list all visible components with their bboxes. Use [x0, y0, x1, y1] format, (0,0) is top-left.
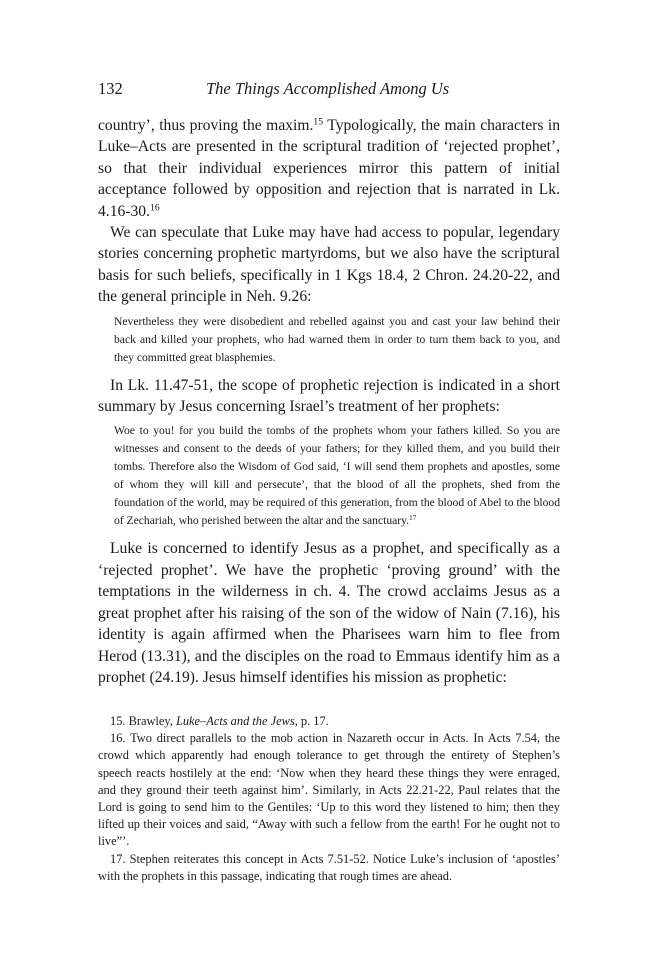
footnote-ref-17: 17: [409, 514, 417, 523]
block-quote-nehemiah: Nevertheless they were disobedient and rebelled against you and cast your law behind their back and killed your prophets, who had warned them in order to turn them back to you, and they committed great blasphemies.: [114, 314, 560, 364]
paragraph-1: [98, 115, 560, 222]
footnote-ref-15: 15: [313, 116, 324, 128]
footnote-15: [98, 713, 560, 730]
footnote-text: Two direct parallels to the mob action in Nazareth occur in Acts. In Acts 7.54, the crowd which apparently had enough tolerance to get through the entirety of Stephen’s speech reacts hostilely at the end: ‘Now when they heard these things they were enraged, and they ground their teeth against him’. Similarly, in Acts 22.21-22, Paul relates that the Lord is going to send him to the Gentiles: ‘Up to this word they listened to him; then they lifted up their voices and said, “Away with such a fellow from the earth! For he ought not to live”’.: [98, 731, 560, 849]
footnote-16: [98, 730, 560, 850]
footnote-number: 16.: [110, 731, 126, 746]
block-quote-luke-text: Woe to you! for you build the tombs of the prophets whom your fathers killed. So you are witnesses and consent to the deeds of your fathers; for they killed them, and you build their tombs. Therefore also the Wisdom of God said, ‘I will send them prophets and apostles, some of whom they will kill and persecute’, that the blood of all the prophets, shed from the foundation of the world, may be required of this generation, from the blood of Abel to the blood of Zechariah, who perished between the altar and the sanctuary.: [114, 424, 560, 528]
book-page: [98, 78, 560, 688]
footnotes: [98, 713, 560, 885]
paragraph-2: We can speculate that Luke may have had access to popular, legendary stories concerning prophetic martyrdoms, but we also have the scriptural basis for such beliefs, specifically in 1 Kgs 18.4, 2 Chron. 24.20-22, and the general principle in Neh. 9.26:: [98, 224, 560, 306]
page-number: 132: [98, 79, 123, 98]
paragraph-1-text-a: country’, thus proving the maxim.: [98, 117, 314, 134]
running-head: [98, 78, 560, 102]
footnote-number: 15.: [110, 714, 126, 728]
footnote-text: , p. 17.: [294, 714, 329, 728]
block-quote-luke: [110, 422, 560, 530]
footnote-17: [98, 851, 560, 885]
running-title: The Things Accomplished Among Us: [206, 79, 450, 98]
footnote-text: Stephen reiterates this concept in Acts 7.51-52. Notice Luke’s inclusion of ‘apostles’ with the prophets in this passage, indicating that rough times are ahead.: [98, 851, 560, 883]
footnote-text: Brawley,: [125, 714, 176, 728]
paragraph-1-text-b: Typologically, the main characters in Luke–Acts are presented in the scriptural tradition of ‘rejected prophet’, so that their individual experiences mirror this pattern of initial acceptance followed by opposition and rejection that is narrated in Lk. 4.16-30.: [98, 117, 560, 220]
footnote-ref-16: 16: [149, 202, 160, 214]
paragraph-3: In Lk. 11.47-51, the scope of prophetic rejection is indicated in a short summary by Jesus concerning Israel’s treatment of her prophets:: [98, 376, 560, 416]
paragraph-4: Luke is concerned to identify Jesus as a prophet, and specifically as a ‘rejected prophet’. We have the prophetic ‘proving ground’ with the temptations in the wilderness in ch. 4. The crowd acclaims Jesus as a great prophet after his raising of the son of the widow of Nain (7.16), his identity is again affirmed when the Pharisees warn him to flee from Herod (13.31), and the disciples on the road to Emmaus identify him as a prophet (24.19). Jesus himself identifies his mission as prophetic:: [98, 540, 560, 686]
footnote-number: 17.: [110, 851, 126, 866]
footnote-citation-title: Luke–Acts and the Jews: [175, 714, 295, 728]
